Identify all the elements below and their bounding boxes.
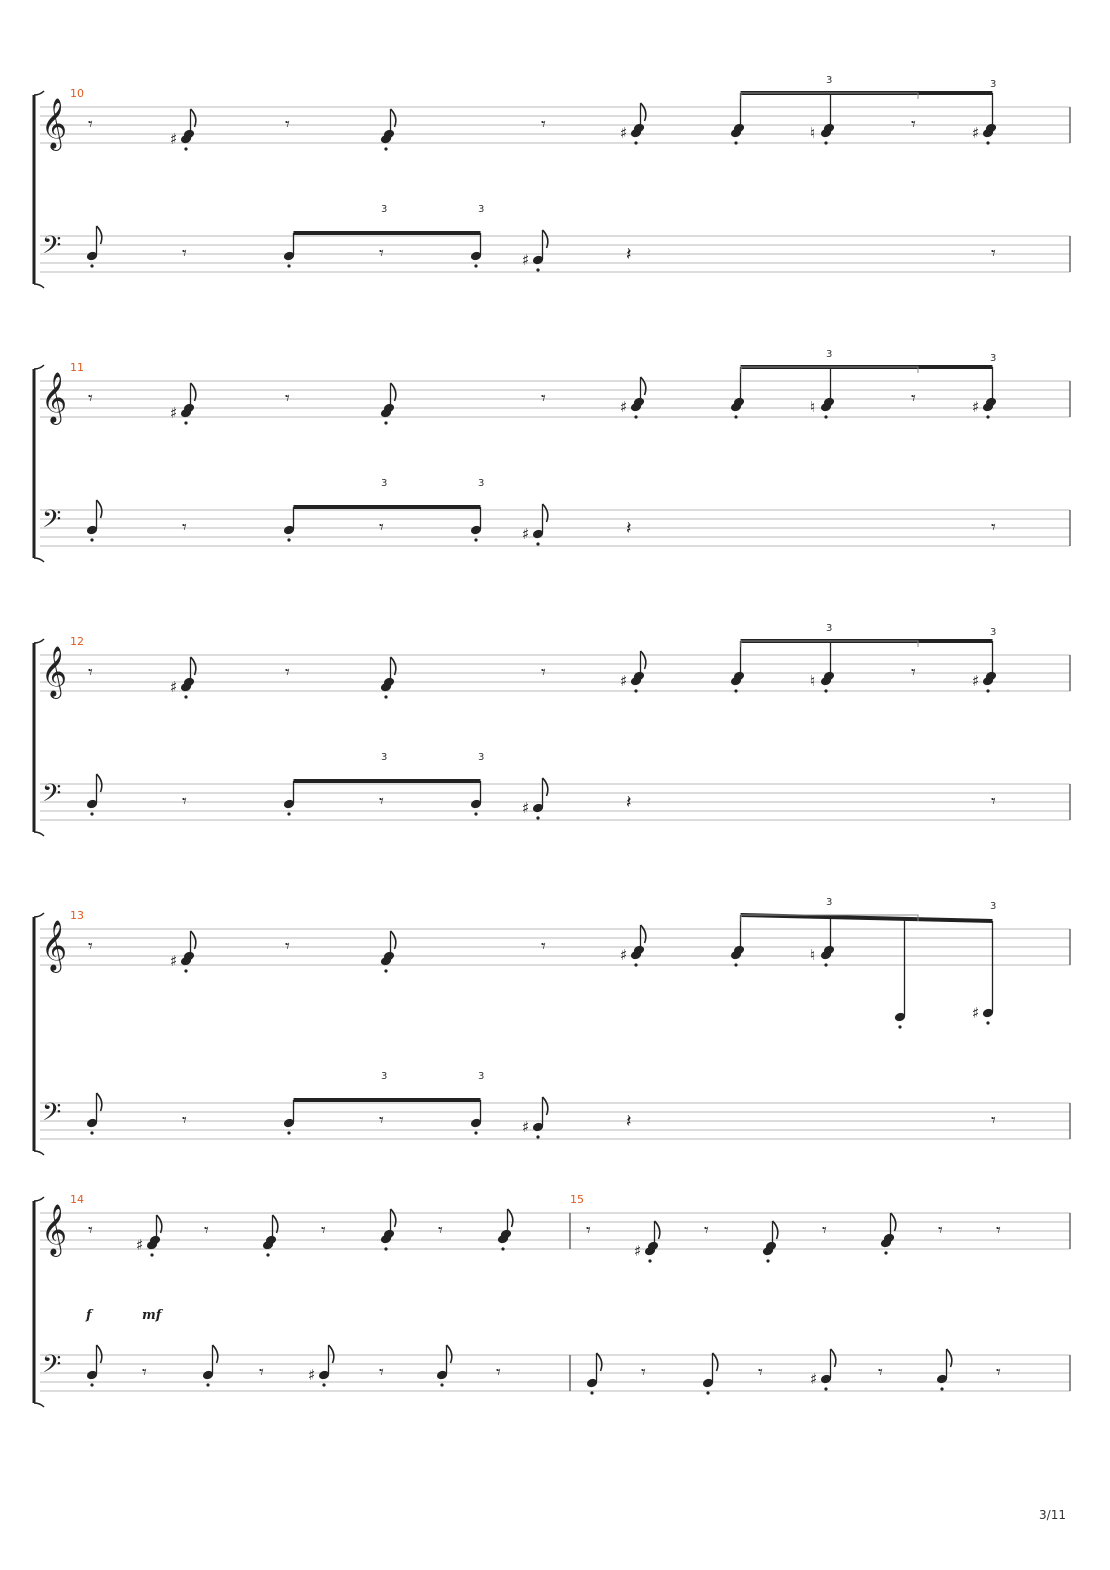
staccato-dot: [90, 1131, 93, 1134]
eighth-rest-icon: 𝄾: [379, 243, 384, 264]
beam: [741, 915, 993, 921]
eighth-rest-icon: 𝄾: [259, 1362, 264, 1383]
staccato-dot: [90, 1383, 93, 1386]
flag-icon: [641, 377, 646, 395]
sharp-icon: ♮: [810, 124, 816, 142]
eighth-rest-icon: 𝄾: [379, 791, 384, 812]
sharp-icon: ♯: [620, 672, 628, 690]
staccato-dot: [734, 141, 737, 144]
measure-number: 15: [570, 1193, 584, 1206]
staccato-dot: [634, 415, 637, 418]
sharp-icon: ♯: [136, 1236, 144, 1254]
eighth-rest-icon: 𝄾: [991, 243, 996, 264]
measure-number: 13: [70, 909, 84, 922]
eighth-rest-icon: 𝄾: [996, 1220, 1001, 1241]
staccato-dot: [90, 538, 93, 541]
staccato-dot: [824, 141, 827, 144]
measure-number: 11: [70, 361, 84, 374]
staccato-dot: [266, 1253, 269, 1256]
staccato-dot: [384, 969, 387, 972]
measure-number: 14: [70, 1193, 84, 1206]
bass-clef-icon: 𝄢: [42, 1098, 62, 1133]
staccato-dot: [536, 816, 539, 819]
eighth-rest-icon: 𝄾: [285, 662, 290, 683]
flag-icon: [97, 774, 102, 792]
tuplet-number: 3: [478, 478, 485, 489]
flag-icon: [773, 1221, 778, 1239]
staccato-dot: [986, 415, 989, 418]
staccato-dot: [536, 542, 539, 545]
tuplet-number: 3: [990, 901, 997, 912]
eighth-rest-icon: 𝄾: [438, 1220, 443, 1241]
sharp-icon: ♯: [620, 124, 628, 142]
staccato-dot: [501, 1247, 504, 1250]
eighth-rest-icon: 𝄾: [822, 1220, 827, 1241]
sharp-icon: ♯: [308, 1366, 316, 1384]
flag-icon: [97, 1345, 102, 1363]
staccato-dot: [986, 689, 989, 692]
tuplet-number: 3: [990, 353, 997, 364]
flag-icon: [157, 1215, 162, 1233]
staccato-dot: [322, 1383, 325, 1386]
eighth-rest-icon: 𝄾: [541, 114, 546, 135]
eighth-rest-icon: 𝄾: [285, 936, 290, 957]
sharp-icon: ♯: [634, 1242, 642, 1260]
eighth-rest-icon: 𝄾: [88, 388, 93, 409]
bass-clef-icon: 𝄢: [42, 231, 62, 266]
eighth-rest-icon: 𝄾: [142, 1362, 147, 1383]
eighth-rest-icon: 𝄾: [996, 1362, 1001, 1383]
treble-clef-icon: 𝄞: [41, 646, 68, 697]
quarter-rest-icon: 𝄽: [626, 792, 632, 813]
eighth-rest-icon: 𝄾: [88, 114, 93, 135]
eighth-rest-icon: 𝄾: [541, 936, 546, 957]
eighth-rest-icon: 𝄾: [285, 388, 290, 409]
flag-icon: [391, 1209, 396, 1227]
staccato-dot: [184, 421, 187, 424]
eighth-rest-icon: 𝄾: [911, 662, 916, 683]
eighth-rest-icon: 𝄾: [182, 1110, 187, 1131]
tuplet-number: 3: [990, 627, 997, 638]
tuplet-number: 3: [990, 79, 997, 90]
sharp-icon: ♯: [170, 678, 178, 696]
quarter-rest-icon: 𝄽: [626, 1111, 632, 1132]
eighth-rest-icon: 𝄾: [88, 936, 93, 957]
flag-icon: [641, 103, 646, 121]
staccato-dot: [734, 963, 737, 966]
flag-icon: [191, 657, 196, 675]
flag-icon: [508, 1209, 513, 1227]
sharp-icon: ♮: [810, 946, 816, 964]
tuplet-number: 3: [381, 1071, 388, 1082]
sharp-icon: ♮: [810, 672, 816, 690]
eighth-rest-icon: 𝄾: [991, 791, 996, 812]
staccato-dot: [287, 1131, 290, 1134]
sharp-icon: ♯: [522, 251, 530, 269]
flag-icon: [391, 657, 396, 675]
treble-clef-icon: 𝄞: [41, 98, 68, 149]
flag-icon: [97, 500, 102, 518]
eighth-rest-icon: 𝄾: [285, 114, 290, 135]
flag-icon: [191, 931, 196, 949]
flag-icon: [641, 651, 646, 669]
page-number: 3/11: [1039, 1508, 1066, 1522]
tuplet-number: 3: [381, 204, 388, 215]
bass-clef-icon: 𝄢: [42, 1350, 62, 1385]
eighth-rest-icon: 𝄾: [182, 791, 187, 812]
flag-icon: [641, 925, 646, 943]
eighth-rest-icon: 𝄾: [204, 1220, 209, 1241]
eighth-rest-icon: 𝄾: [911, 114, 916, 135]
staccato-dot: [766, 1259, 769, 1262]
eighth-rest-icon: 𝄾: [991, 1110, 996, 1131]
sharp-icon: ♯: [170, 130, 178, 148]
flag-icon: [191, 109, 196, 127]
staccato-dot: [536, 1135, 539, 1138]
tuplet-number: 3: [381, 752, 388, 763]
flag-icon: [391, 109, 396, 127]
sharp-icon: ♮: [810, 398, 816, 416]
staccato-dot: [634, 963, 637, 966]
eighth-rest-icon: 𝄾: [758, 1362, 763, 1383]
staccato-dot: [824, 415, 827, 418]
eighth-rest-icon: 𝄾: [911, 388, 916, 409]
staccato-dot: [634, 689, 637, 692]
quarter-rest-icon: 𝄽: [626, 518, 632, 539]
staccato-dot: [384, 421, 387, 424]
staccato-dot: [634, 141, 637, 144]
flag-icon: [713, 1353, 718, 1371]
staccato-dot: [384, 147, 387, 150]
eighth-rest-icon: 𝄾: [182, 243, 187, 264]
staccato-dot: [474, 812, 477, 815]
sharp-icon: ♯: [972, 124, 980, 142]
staccato-dot: [287, 264, 290, 267]
staccato-dot: [90, 812, 93, 815]
staccato-dot: [734, 415, 737, 418]
flag-icon: [391, 383, 396, 401]
staccato-dot: [440, 1383, 443, 1386]
tuplet-number: 3: [826, 75, 833, 86]
eighth-rest-icon: 𝄾: [704, 1220, 709, 1241]
flag-icon: [97, 226, 102, 244]
sharp-icon: ♯: [170, 404, 178, 422]
staccato-dot: [706, 1391, 709, 1394]
tuplet-number: 3: [826, 897, 833, 908]
staccato-dot: [206, 1383, 209, 1386]
tuplet-number: 3: [478, 752, 485, 763]
staccato-dot: [940, 1387, 943, 1390]
quarter-rest-icon: 𝄽: [626, 244, 632, 265]
staccato-dot: [90, 264, 93, 267]
staccato-dot: [384, 695, 387, 698]
staccato-dot: [536, 268, 539, 271]
sharp-icon: ♯: [810, 1370, 818, 1388]
eighth-rest-icon: 𝄾: [938, 1220, 943, 1241]
staccato-dot: [184, 147, 187, 150]
sharp-icon: ♯: [522, 799, 530, 817]
flag-icon: [447, 1345, 452, 1363]
flag-icon: [191, 383, 196, 401]
eighth-rest-icon: 𝄾: [541, 662, 546, 683]
staccato-dot: [150, 1253, 153, 1256]
treble-clef-icon: 𝄞: [41, 920, 68, 971]
eighth-rest-icon: 𝄾: [88, 662, 93, 683]
sharp-icon: ♯: [620, 398, 628, 416]
staccato-dot: [384, 1247, 387, 1250]
staccato-dot: [287, 812, 290, 815]
sharp-icon: ♯: [620, 946, 628, 964]
sharp-icon: ♯: [170, 952, 178, 970]
flag-icon: [597, 1353, 602, 1371]
staccato-dot: [986, 1021, 989, 1024]
eighth-rest-icon: 𝄾: [641, 1362, 646, 1383]
flag-icon: [213, 1345, 218, 1363]
sharp-icon: ♯: [522, 525, 530, 543]
measure-number: 10: [70, 87, 84, 100]
staccato-dot: [184, 695, 187, 698]
sharp-icon: ♯: [972, 672, 980, 690]
flag-icon: [97, 1093, 102, 1111]
dynamic-marking: mf: [142, 1308, 162, 1323]
staccato-dot: [734, 689, 737, 692]
staccato-dot: [898, 1025, 901, 1028]
staccato-dot: [474, 538, 477, 541]
staccato-dot: [184, 969, 187, 972]
staccato-dot: [986, 141, 989, 144]
eighth-rest-icon: 𝄾: [88, 1220, 93, 1241]
staccato-dot: [590, 1391, 593, 1394]
flag-icon: [655, 1221, 660, 1239]
staccato-dot: [824, 1387, 827, 1390]
flag-icon: [391, 931, 396, 949]
flag-icon: [329, 1345, 334, 1363]
dynamic-marking: f: [86, 1308, 92, 1323]
tuplet-number: 3: [478, 1071, 485, 1082]
tuplet-number: 3: [478, 204, 485, 215]
sharp-icon: ♯: [972, 398, 980, 416]
measure-number: 12: [70, 635, 84, 648]
eighth-rest-icon: 𝄾: [541, 388, 546, 409]
treble-clef-icon: 𝄞: [41, 372, 68, 423]
eighth-rest-icon: 𝄾: [878, 1362, 883, 1383]
eighth-rest-icon: 𝄾: [379, 1110, 384, 1131]
eighth-rest-icon: 𝄾: [379, 1362, 384, 1383]
tuplet-number: 3: [826, 349, 833, 360]
sharp-icon: ♯: [522, 1118, 530, 1136]
staccato-dot: [824, 963, 827, 966]
staccato-dot: [287, 538, 290, 541]
staccato-dot: [824, 689, 827, 692]
treble-clef-icon: 𝄞: [41, 1204, 68, 1255]
staccato-dot: [474, 1131, 477, 1134]
staccato-dot: [474, 264, 477, 267]
staccato-dot: [884, 1251, 887, 1254]
bass-clef-icon: 𝄢: [42, 779, 62, 814]
eighth-rest-icon: 𝄾: [321, 1220, 326, 1241]
tuplet-number: 3: [826, 623, 833, 634]
eighth-rest-icon: 𝄾: [991, 517, 996, 538]
eighth-rest-icon: 𝄾: [379, 517, 384, 538]
flag-icon: [273, 1215, 278, 1233]
eighth-rest-icon: 𝄾: [496, 1362, 501, 1383]
staccato-dot: [648, 1259, 651, 1262]
sharp-icon: ♯: [972, 1004, 980, 1022]
tuplet-number: 3: [381, 478, 388, 489]
bass-clef-icon: 𝄢: [42, 505, 62, 540]
eighth-rest-icon: 𝄾: [586, 1220, 591, 1241]
eighth-rest-icon: 𝄾: [182, 517, 187, 538]
